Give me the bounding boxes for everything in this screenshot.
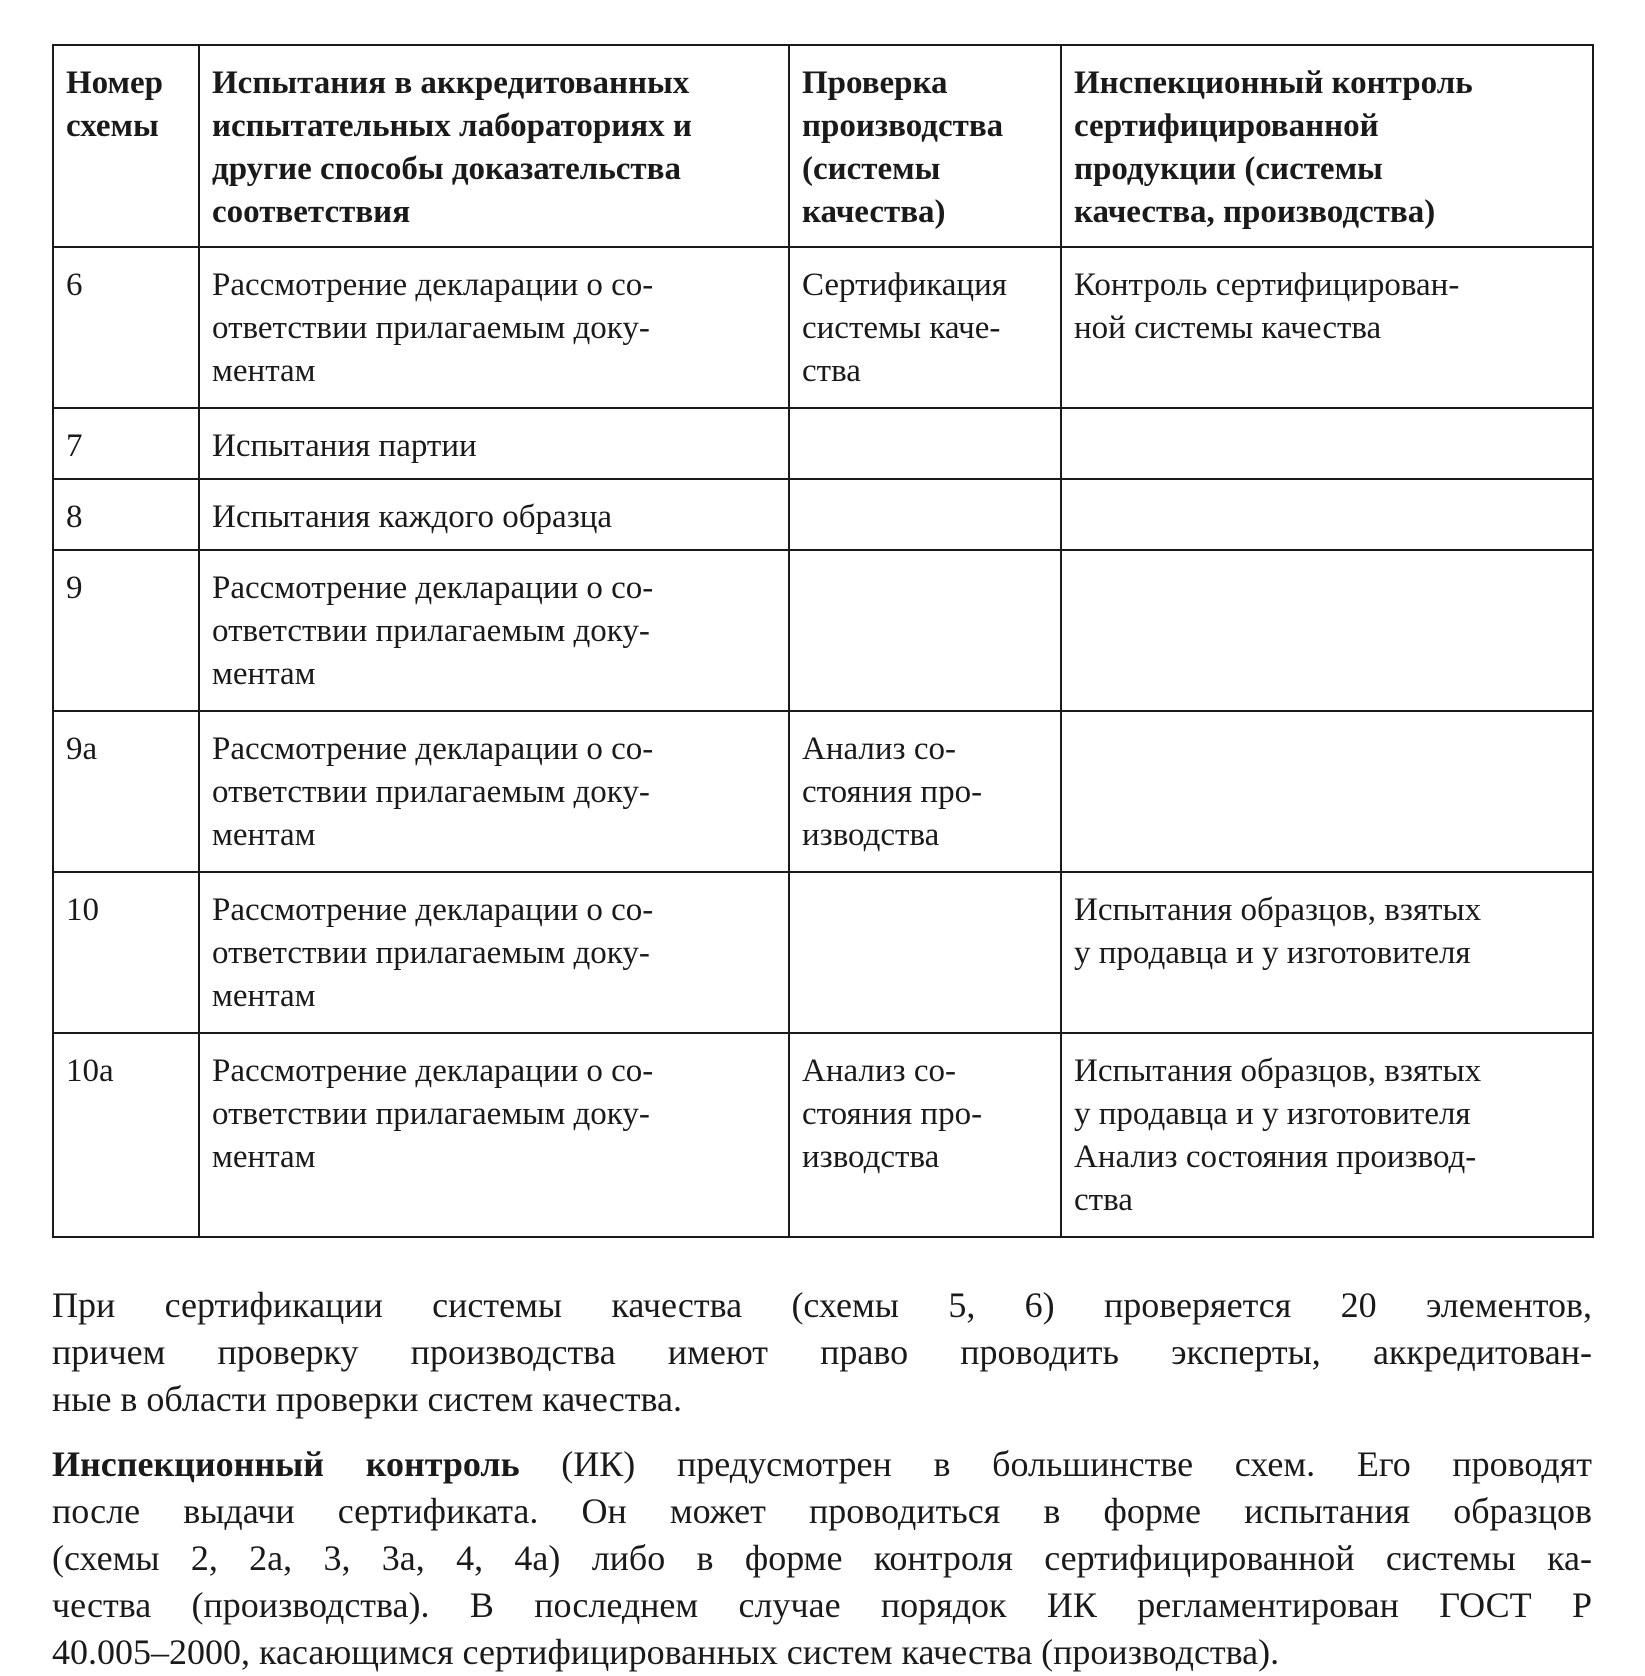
header-tests: Испытания в аккредитованных испытательных лабораториях и другие способы доказательства соответствия <box>199 45 789 247</box>
cell-production-check: Сертификация системы каче- ства <box>789 247 1061 408</box>
cell-tests: Испытания каждого образца <box>199 479 789 550</box>
document-page <box>52 44 1592 1676</box>
cell-inspection-control <box>1061 408 1593 479</box>
term-inspection-control: Инспекционный контроль <box>52 1444 520 1484</box>
table-header-row <box>53 45 1593 247</box>
cell-production-check <box>789 408 1061 479</box>
table-row <box>53 479 1593 550</box>
cell-inspection-control <box>1061 550 1593 711</box>
table-row <box>53 550 1593 711</box>
cell-production-check <box>789 550 1061 711</box>
cell-scheme-number: 6 <box>53 247 199 408</box>
certification-schemes-table <box>52 44 1594 1238</box>
cell-scheme-number: 10 <box>53 872 199 1033</box>
cell-scheme-number: 8 <box>53 479 199 550</box>
cell-tests: Рассмотрение декларации о со- ответствии прилагаемым доку- ментам <box>199 550 789 711</box>
cell-tests: Испытания партии <box>199 408 789 479</box>
cell-scheme-number: 9а <box>53 711 199 872</box>
header-production-check: Проверка производства (системы качества) <box>789 45 1061 247</box>
cell-tests: Рассмотрение декларации о со- ответствии прилагаемым доку- ментам <box>199 711 789 872</box>
cell-scheme-number: 7 <box>53 408 199 479</box>
cell-inspection-control <box>1061 711 1593 872</box>
cell-tests: Рассмотрение декларации о со- ответствии прилагаемым доку- ментам <box>199 1033 789 1237</box>
table-row <box>53 247 1593 408</box>
header-inspection-control: Инспекционный контроль сертифицированной продукции (системы качества, производства) <box>1061 45 1593 247</box>
cell-inspection-control: Контроль сертифицирован- ной системы качества <box>1061 247 1593 408</box>
cell-tests: Рассмотрение декларации о со- ответствии прилагаемым доку- ментам <box>199 247 789 408</box>
cell-inspection-control: Испытания образцов, взятых у продавца и у изготовителя Анализ состояния производ- ства <box>1061 1033 1593 1237</box>
cell-production-check: Анализ со- стояния про- изводства <box>789 1033 1061 1237</box>
table-row <box>53 711 1593 872</box>
table-row <box>53 872 1593 1033</box>
paragraph-inspection-control: Инспекционный контроль (ИК) предусмотрен в большинстве схем. Его проводят после выдачи сертификата. Он может проводиться в форме испытания образцов (схемы 2, 2а, 3, 3а, 4, 4а) либо в форме контроля сертифицированной системы ка- чества (производства). В последнем случае порядок ИК регламентирован ГОСТ Р 40.005–2000, касающимся сертифицированных систем качества (производства). <box>52 1441 1592 1676</box>
header-scheme-number: Номер схемы <box>53 45 199 247</box>
paragraph-quality-system: При сертификации системы качества (схемы 5, 6) проверяется 20 элементов, причем проверку производства имеют право проводить эксперты, аккредитован- ные в области проверки систем качества. <box>52 1285 1592 1419</box>
cell-inspection-control: Испытания образцов, взятых у продавца и у изготовителя <box>1061 872 1593 1033</box>
cell-inspection-control <box>1061 479 1593 550</box>
table-row <box>53 408 1593 479</box>
cell-scheme-number: 9 <box>53 550 199 711</box>
table-row <box>53 1033 1593 1237</box>
cell-scheme-number: 10а <box>53 1033 199 1237</box>
cell-production-check: Анализ со- стояния про- изводства <box>789 711 1061 872</box>
table-body <box>53 247 1593 1237</box>
cell-tests: Рассмотрение декларации о со- ответствии прилагаемым доку- ментам <box>199 872 789 1033</box>
cell-production-check <box>789 479 1061 550</box>
paragraph-line: Инспекционный контроль (ИК) предусмотрен в большинстве схем. Его проводят <box>52 1444 1592 1484</box>
cell-production-check <box>789 872 1061 1033</box>
